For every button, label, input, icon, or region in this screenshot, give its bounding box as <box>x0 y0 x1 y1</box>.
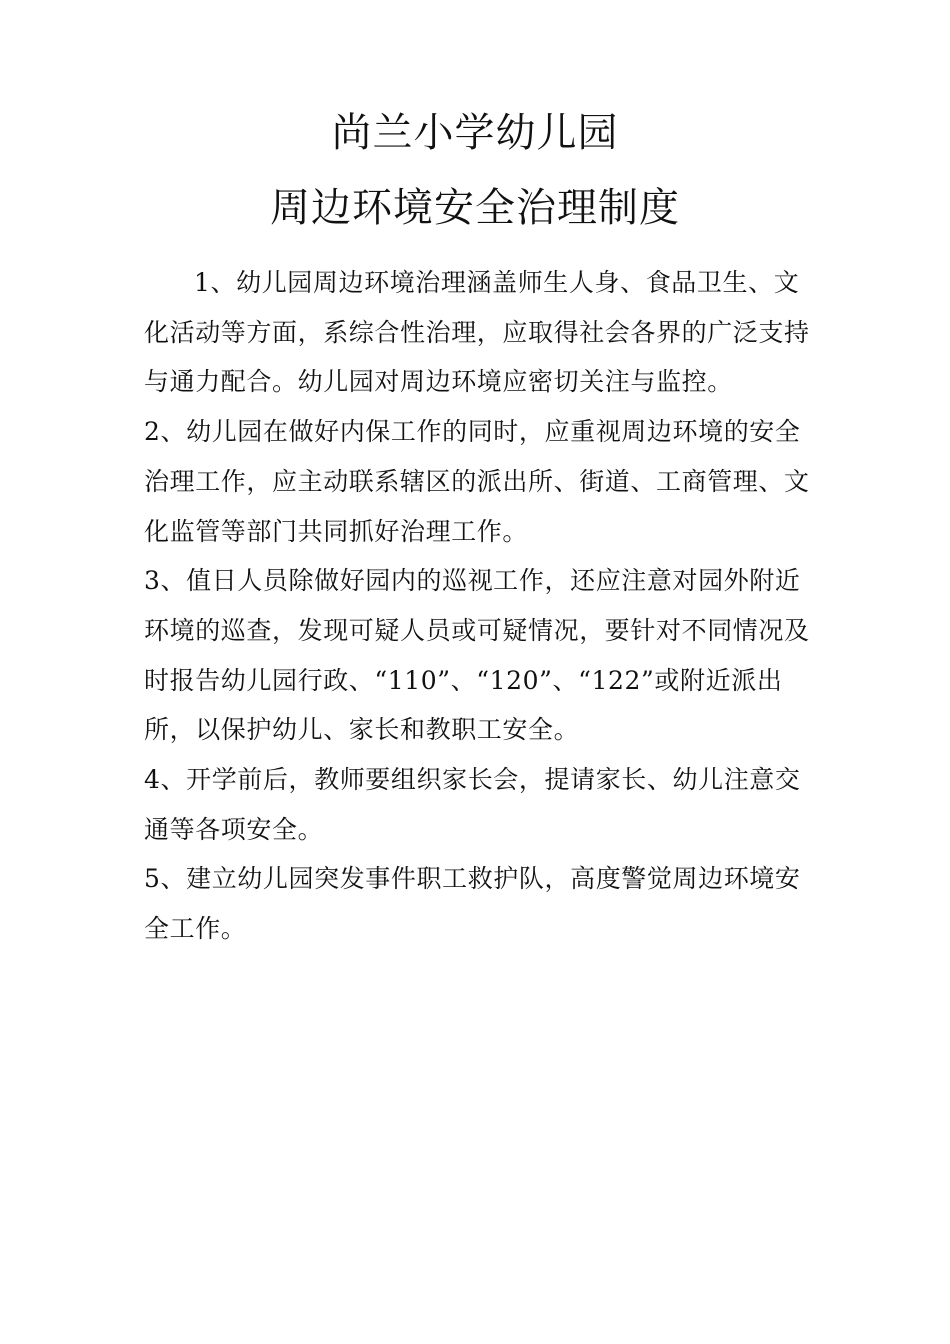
paragraph-2: 2、幼儿园在做好内保工作的同时，应重视周边环境的安全治理工作，应主动联系辖区的派出所、街道、工商管理、文化监管等部门共同抓好治理工作。 <box>144 417 810 546</box>
paragraph-1: 1、幼儿园周边环境治理涵盖师生人身、食品卫生、文化活动等方面，系综合性治理，应取得社会各界的广泛支持与通力配合。幼儿园对周边环境应密切关注与监控。 <box>144 268 810 397</box>
paragraph-4: 4、开学前后，教师要组织家长会，提请家长、幼儿注意交通等各项安全。 <box>144 765 801 844</box>
document-title-line-2: 周边环境安全治理制度 <box>270 185 680 231</box>
document-title-line-1: 尚兰小学幼儿园 <box>331 110 619 156</box>
paragraph-5: 5、建立幼儿园突发事件职工救护队，高度警觉周边环境安全工作。 <box>144 864 801 944</box>
document-body <box>144 258 824 954</box>
paragraph-3: 3、值日人员除做好园内的巡视工作，还应注意对园外附近环境的巡查，发现可疑人员或可疑情况，要针对不同情况及时报告幼儿园行政、“110”、“120”、“122”或附近派出所，以保护幼儿、家长和教职工安全。 <box>144 566 810 745</box>
